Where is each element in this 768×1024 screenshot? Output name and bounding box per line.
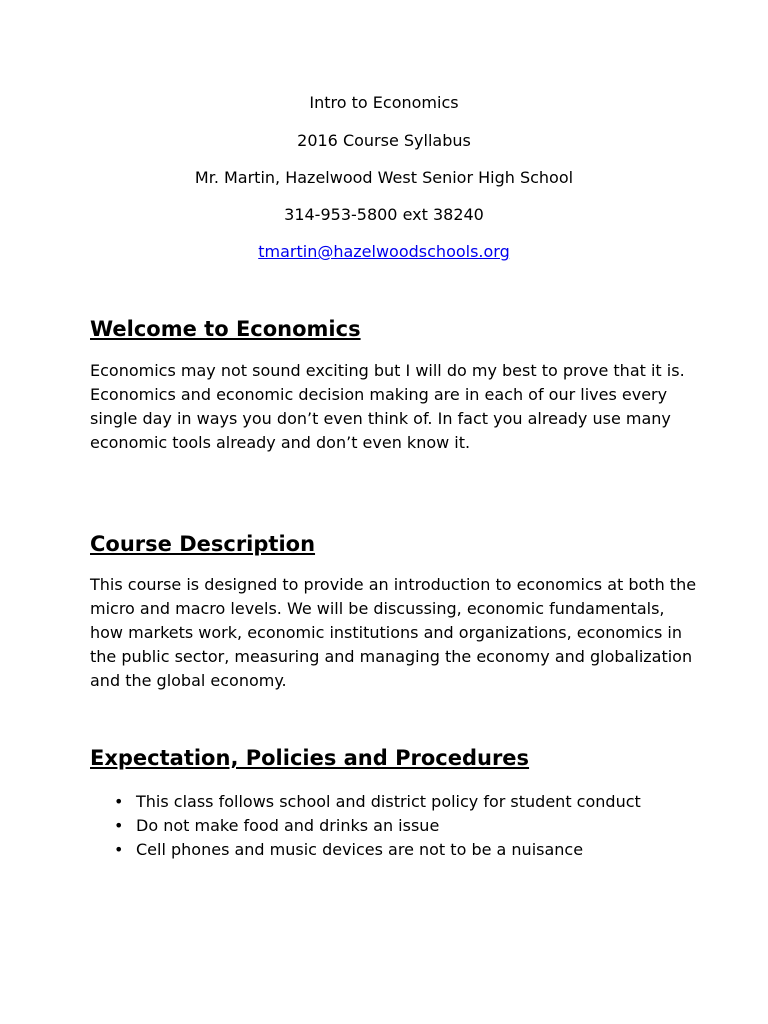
phone-number: 314-953-5800 ext 38240 [284,205,484,224]
list-item [90,814,690,838]
email-link[interactable]: tmartin@hazelwoodschools.org [258,242,510,261]
course-description-body: This course is designed to provide an introduction to economics at both the micro and macro levels. We will be discussing, economic fundamentals, how markets work, economic institutions and organizations, economics in the public sector, measuring and managing the economy and globalization and the global economy. [90,575,697,690]
expectations-list [90,790,690,862]
teacher-line: Mr. Martin, Hazelwood West Senior High School [194,168,574,187]
course-title: Intro to Economics [309,93,459,112]
welcome-heading: Welcome to Economics [90,317,361,341]
email-line [0,242,768,262]
list-item-text: Do not make food and drinks an issue [136,816,440,835]
list-item-text: This class follows school and district policy for student conduct [136,792,641,811]
syllabus-title: 2016 Course Syllabus [297,131,471,150]
list-item [90,838,690,862]
bullet-icon: • [114,792,124,811]
list-item [90,790,690,814]
list-item-text: Cell phones and music devices are not to be a nuisance [136,840,584,859]
course-description-heading: Course Description [90,532,316,556]
welcome-body: Economics may not sound exciting but I will do my best to prove that it is. Economics and economic decision making are in each of our lives every single day in ways you don’t even think of. In fact you already use many economic tools already and don’t even know it. [90,361,685,452]
bullet-icon: • [114,840,124,859]
expectations-heading: Expectation, Policies and Procedures [90,746,530,770]
bullet-icon: • [114,816,124,835]
